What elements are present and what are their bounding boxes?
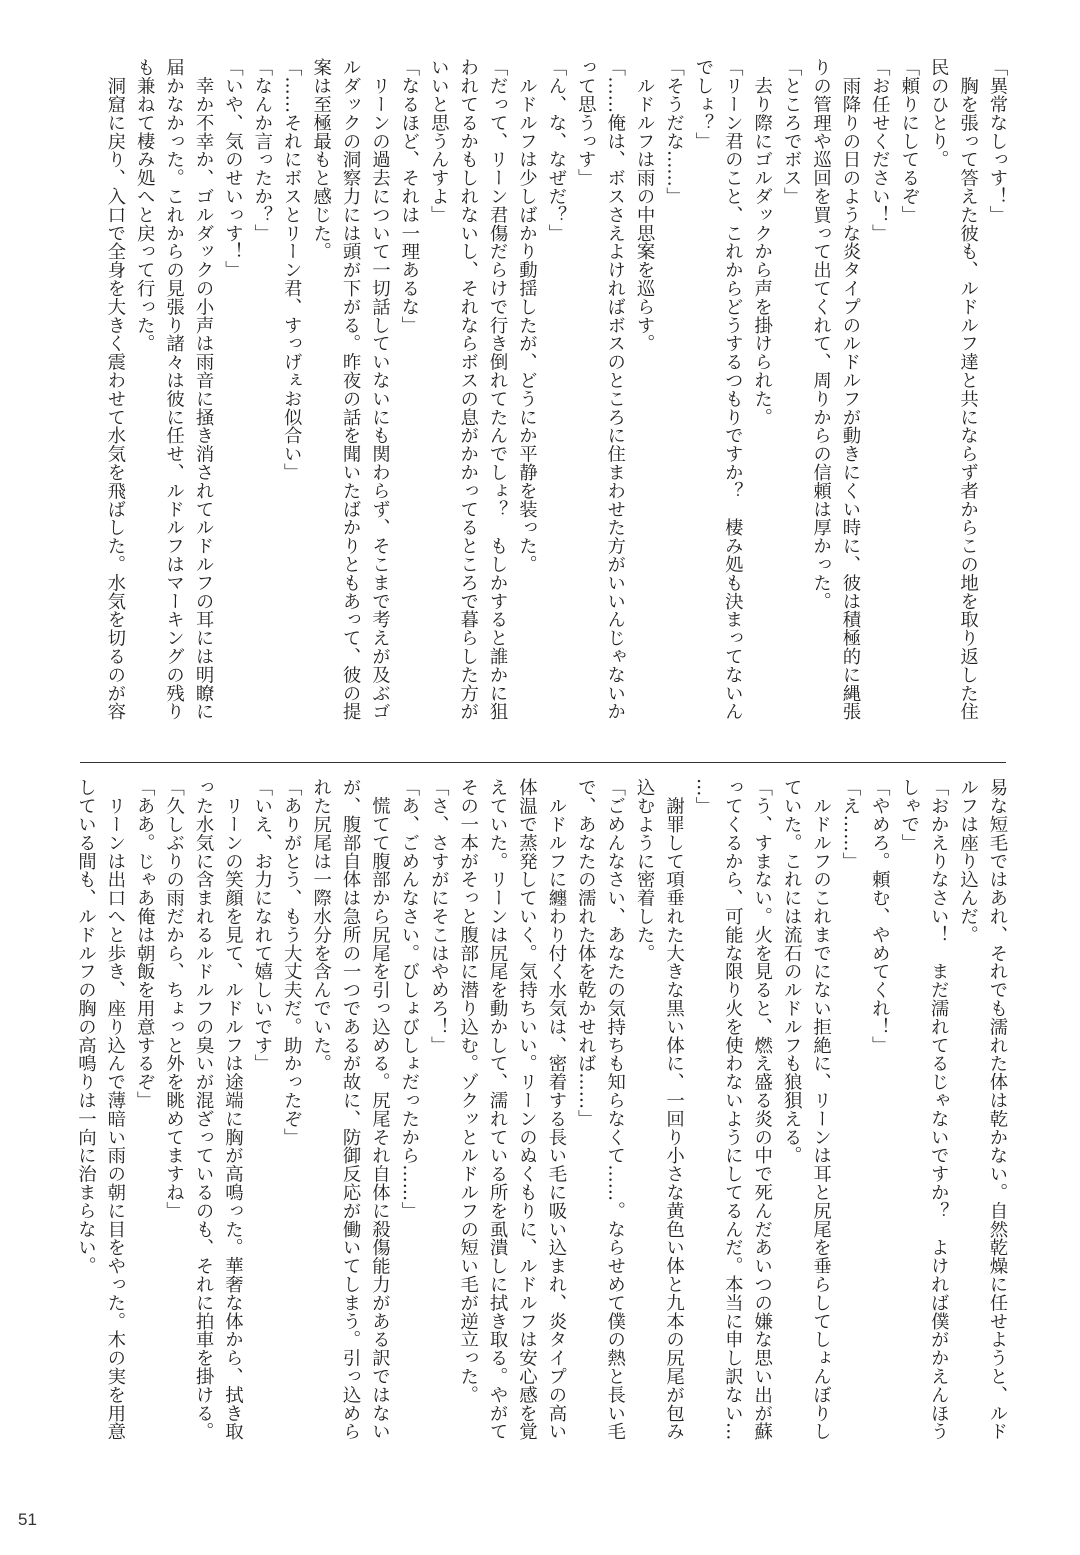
text-line: リーンの笑顔を見て、ルドルフは途端に胸が高鳴った。華奢な体から、拭き取 (222, 778, 244, 1441)
text-line: も兼ねて棲み処へと戻って行った。 (134, 58, 156, 353)
text-line: 届かなかった。これからの見張り諸々は彼に任せ、ルドルフはマーキングの残り (163, 58, 185, 721)
text-line: 民のひとり。 (928, 58, 950, 169)
text-line: 「さ、さすがにそこはやめろ！」 (428, 778, 450, 1054)
text-line: …」 (692, 778, 714, 815)
text-line: ルダックの洞察力には頭が下がる。昨夜の話を聞いたばかりともあって、彼の提 (340, 58, 362, 721)
text-line: 慌てて腹部から尻尾を引っ込める。尻尾それ自体に殺傷能力がある訳ではない (369, 778, 391, 1441)
text-line: 「そうだな……」 (663, 58, 685, 206)
text-line: 「いや、気のせいっす！」 (222, 58, 244, 279)
text-line: 「ああ。じゃあ俺は朝飯を用意するぞ」 (134, 778, 156, 1110)
text-line: 謝罪して項垂れた大きな黒い体に、一回り小さな黄色い体と九本の尻尾が包み (663, 778, 685, 1441)
text-line: 「う、すまない。火を見ると、燃え盛る炎の中で死んだあいつの嫌な思い出が蘇 (751, 778, 773, 1441)
text-line: 「頼りにしてるぞ」 (898, 58, 920, 224)
text-line: リーンは出口へと歩き、座り込んで薄暗い雨の朝に目をやった。木の実を用意 (104, 778, 126, 1441)
text-line: 雨降りの日のような炎タイプのルドルフが動きにくい時に、彼は積極的に縄張 (839, 58, 861, 721)
text-line: 「ところでボス」 (781, 58, 803, 206)
text-line: ルドルフに纏わり付く水気は、密着する長い毛に吸い込まれ、炎タイプの高い (545, 778, 567, 1441)
text-line: している間も、ルドルフの胸の高鳴りは一向に治まらない。 (75, 778, 97, 1275)
text-line: 「なんか言ったか？」 (251, 58, 273, 242)
text-line: ルドルフは少しばかり動揺したが、どうにか平静を装った。 (516, 58, 538, 574)
text-line: いいと思うんすよ」 (428, 58, 450, 224)
text-line: 「ん、な、なぜだ？」 (545, 58, 567, 242)
text-line: 「なるほど、それは一理あるな」 (398, 58, 420, 334)
page-number: 51 (18, 1510, 37, 1529)
text-line: その一本がそっと腹部に潜り込む。ゾクッとルドルフの短い毛が逆立った。 (457, 778, 479, 1404)
text-line: 洞窟に戻り、入口で全身を大きく震わせて水気を飛ばした。水気を切るのが容 (104, 58, 126, 721)
text-line: でしょ？」 (692, 58, 714, 150)
text-line: ルドルフは雨の中思案を巡らす。 (634, 58, 656, 353)
text-line: 案は至極最もと感じた。 (310, 58, 332, 261)
text-line: 込むように密着した。 (634, 778, 656, 962)
text-line: で、あなたの濡れた体を乾かせれば……」 (575, 778, 597, 1128)
text-line: 「ごめんなさい、あなたの気持ちも知らなくて……。ならせめて僕の熱と長い毛 (604, 778, 626, 1441)
section-divider (80, 762, 1006, 763)
text-line: ルドルフのこれまでにない拒絶に、リーンは耳と尻尾を垂らしてしょんぼりし (810, 778, 832, 1441)
text-line: 「異常なしっす！」 (987, 58, 1008, 224)
text-line: ってくるから、可能な限り火を使わないようにしてるんだ。本当に申し訳ない… (722, 778, 744, 1441)
text-line: が、腹部自体は急所の一つであるが故に、防御反応が働いてしまう。引っ込めら (340, 778, 362, 1441)
text-line: 「やめろ。頼む、やめてくれ！」 (869, 778, 891, 1054)
text-line: 幸か不幸か、ゴルダックの小声は雨音に掻き消されてルドルフの耳には明瞭に (193, 58, 215, 721)
text-line: 「久しぶりの雨だから、ちょっと外を眺めてますね」 (163, 778, 185, 1220)
text-line: 「……それにボスとリーン君、すっげぇお似合い」 (281, 58, 303, 482)
text-line: 「……俺は、ボスさえよければボスのところに住まわせた方がいいんじゃないか (604, 58, 626, 721)
text-line: 「ありがとう、もう大丈夫だ。助かったぞ」 (281, 778, 303, 1146)
text-line: りの管理や巡回を買って出てくれて、周りからの信頼は厚かった。 (810, 58, 832, 610)
top-text-block (100, 58, 1012, 748)
text-line: 「お任せください！」 (869, 58, 891, 242)
text-line: リーンの過去について一切話していないにも関わらず、そこまで考えが及ぶゴ (369, 58, 391, 721)
bottom-text-block (71, 778, 1012, 1468)
text-line: 去り際にゴルダックから声を掛けられた。 (751, 58, 773, 426)
text-line: 体温で蒸発していく。気持ちいい。リーンのぬくもりに、ルドルフは安心感を覚 (516, 778, 538, 1441)
text-line: 「いえ、お力になれて嬉しいです」 (251, 778, 273, 1073)
text-line: 易な短毛ではあれ、それでも濡れた体は乾かない。自然乾燥に任せようと、ルド (987, 778, 1008, 1441)
text-line: って思うっす」 (575, 58, 597, 187)
text-line: われてるかもしれないし、それならボスの息がかかってるところで暮らした方が (457, 58, 479, 721)
text-line: 胸を張って答えた彼も、ルドルフ達と共にならず者からこの地を取り返した住 (957, 58, 979, 721)
text-line: 「リーン君のこと、これからどうするつもりですか？ 棲み処も決まってないん (722, 58, 744, 721)
text-line: 「おかえりなさい！ まだ濡れてるじゃないですか？ よければ僕がかえんほう (928, 778, 950, 1441)
text-line: ルフは座り込んだ。 (957, 778, 979, 944)
text-line: ていた。これには流石のルドルフも狼狽える。 (781, 778, 803, 1165)
text-line: れた尻尾は一際水分を含んでいた。 (310, 778, 332, 1073)
text-line: しゃで」 (898, 778, 920, 852)
text-line: った水気に含まれるルドルフの臭いが混ざっているのも、それに拍車を掛ける。 (193, 778, 215, 1441)
text-line: 「あ、ごめんなさい。びしょびしょだったから……」 (398, 778, 420, 1220)
text-line: 「だって、リーン君傷だらけで行き倒れてたんでしょ？ もしかすると誰かに狙 (487, 58, 509, 721)
text-line: えていた。リーンは尻尾を動かして、濡れている所を虱潰しに拭き取る。やがて (487, 778, 509, 1441)
text-line: 「え……」 (839, 778, 861, 870)
